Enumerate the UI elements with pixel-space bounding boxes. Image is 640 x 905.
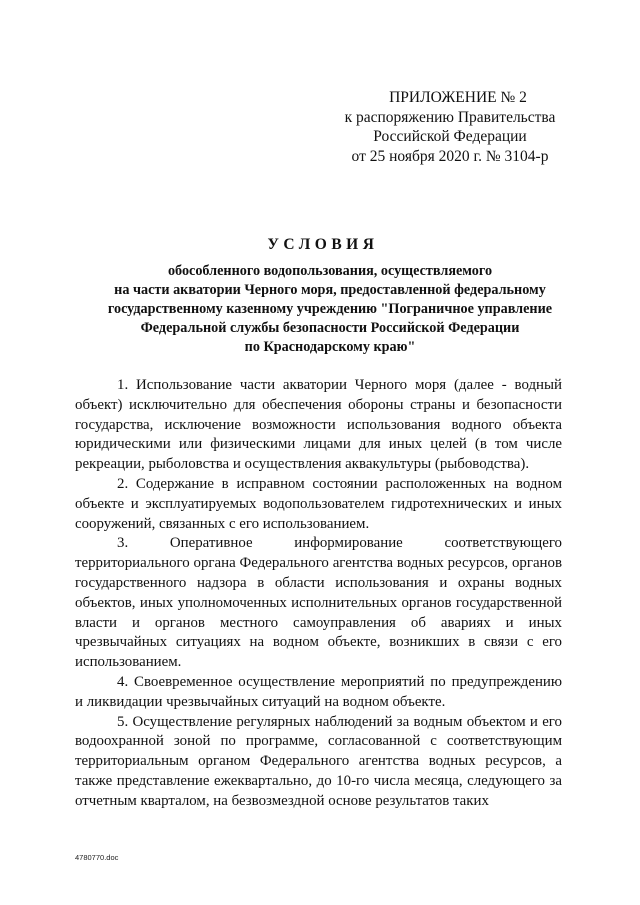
appendix-number: ПРИЛОЖЕНИЕ № 2 bbox=[389, 89, 527, 106]
document-body bbox=[75, 376, 562, 812]
appendix-date: от 25 ноября 2020 г. № 3104-р bbox=[351, 147, 549, 165]
document-subtitle bbox=[70, 262, 590, 357]
subtitle-line: обособленного водопользования, осуществляемого bbox=[167, 263, 493, 279]
file-name-footer: 4780770.doc bbox=[75, 853, 119, 862]
subtitle-line: государственному казенному учреждению "Пограничное управление bbox=[107, 301, 553, 317]
paragraph-2: 2. Содержание в исправном состоянии расположенных на водном объекте и эксплуатируемых водопользователем гидротехнических и иных сооружений, связанных с его использованием. bbox=[75, 475, 562, 532]
subtitle-line: по Краснодарскому краю" bbox=[244, 339, 416, 355]
paragraph-3: 3. Оперативное информирование соответствующего территориального органа Федерального агентства водных ресурсов, органов государственного надзора в области использования и охраны водных объектов, иных уполномоченных исполнительных органов государственной власти и органов местного самоуправления об авариях и иных чрезвычайных ситуациях на водном объекте, возникших в связи с его использованием. bbox=[75, 535, 562, 671]
document-title: УСЛОВИЯ bbox=[267, 236, 379, 253]
subtitle-line: Федеральной службы безопасности Российской Федерации bbox=[140, 320, 520, 336]
paragraph-4: 4. Своевременное осуществление мероприятий по предупреждению и ликвидации чрезвычайных ситуаций на водном объекте. bbox=[75, 673, 562, 710]
appendix-authority: Российской Федерации bbox=[373, 128, 527, 145]
paragraph-1: 1. Использование части акватории Черного моря (далее - водный объект) исключительно для обеспечения обороны страны и безопасности государства, исключение возможности использования водного объекта юридическими или физическими лицами для иных целей (в том числе рекреации, рыболовства и осуществления аквакультуры (рыбоводства). bbox=[75, 377, 562, 473]
appendix-reference: к распоряжению Правительства bbox=[344, 108, 556, 126]
subtitle-line: на части акватории Черного моря, предоставленной федеральному bbox=[114, 282, 546, 298]
paragraph-5: 5. Осуществление регулярных наблюдений за водным объектом и его водоохранной зоной по программе, согласованной с соответствующим территориальным органом Федерального агентства водных ресурсов, а также представление ежеквартально, до 10-го числа месяца, следующего за отчетным кварталом, на безвозмездной основе результатов таких bbox=[75, 713, 562, 809]
appendix-block bbox=[330, 88, 570, 166]
